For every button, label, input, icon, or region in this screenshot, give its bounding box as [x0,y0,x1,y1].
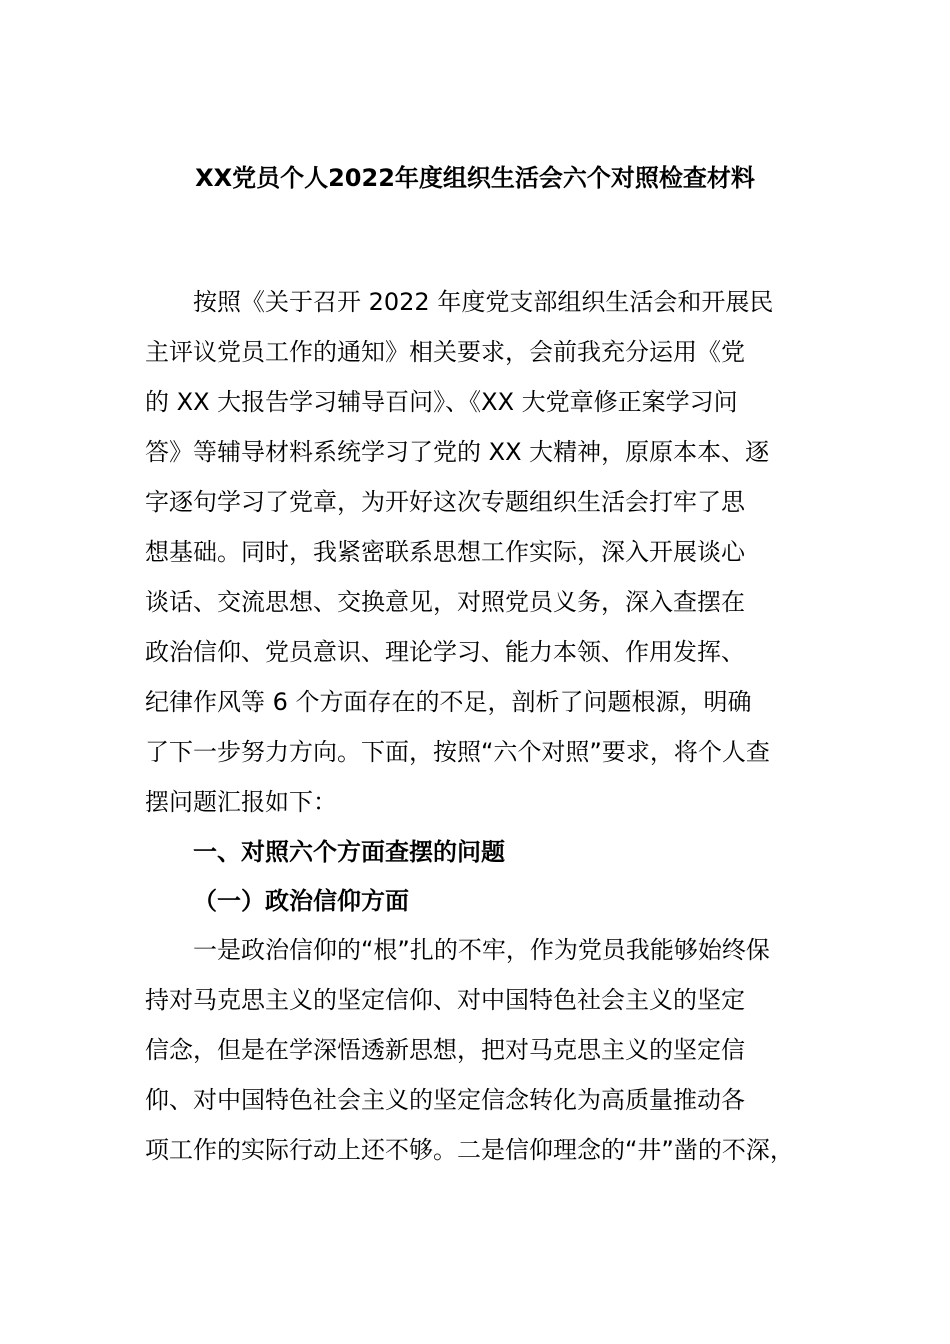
document-title: XX党员个人2022年度组织生活会六个对照检查材料 [195,164,755,192]
intro-line: 的 XX 大报告学习辅导百问》、《XX 大党章修正案学习问 [145,388,738,416]
intro-line: 纪律作风等 6 个方面存在的不足，剖析了问题根源，明确 [145,688,752,716]
intro-line: 答》等辅导材料系统学习了党的 XX 大精神，原原本本、逐 [145,438,770,466]
intro-line: 主评议党员工作的通知》相关要求，会前我充分运用《党 [145,338,745,366]
intro-line: 摆问题汇报如下： [145,788,337,816]
intro-line: 了下一步努力方向。下面，按照“六个对照”要求，将个人查 [145,738,770,766]
intro-line: 按照《关于召开 2022 年度党支部组织生活会和开展民 [193,288,774,316]
intro-line: 想基础。同时，我紧密联系思想工作实际，深入开展谈心 [145,538,745,566]
intro-line: 谈话、交流思想、交换意见，对照党员义务，深入查摆在 [145,588,745,616]
body-line: 一是政治信仰的“根”扎的不牢，作为党员我能够始终保 [193,936,770,964]
section-heading: 一、对照六个方面查摆的问题 [193,838,505,866]
body-line: 持对马克思主义的坚定信仰、对中国特色社会主义的坚定 [145,986,745,1014]
body-line: 信念，但是在学深悟透新思想，把对马克思主义的坚定信 [145,1036,745,1064]
intro-line: 字逐句学习了党章，为开好这次专题组织生活会打牢了思 [145,488,745,516]
subsection-heading: （一）政治信仰方面 [193,887,409,915]
body-line: 项工作的实际行动上还不够。二是信仰理念的“井”凿的不深， [145,1136,794,1164]
intro-line: 政治信仰、党员意识、理论学习、能力本领、作用发挥、 [145,638,745,666]
body-line: 仰、对中国特色社会主义的坚定信念转化为高质量推动各 [145,1086,745,1114]
